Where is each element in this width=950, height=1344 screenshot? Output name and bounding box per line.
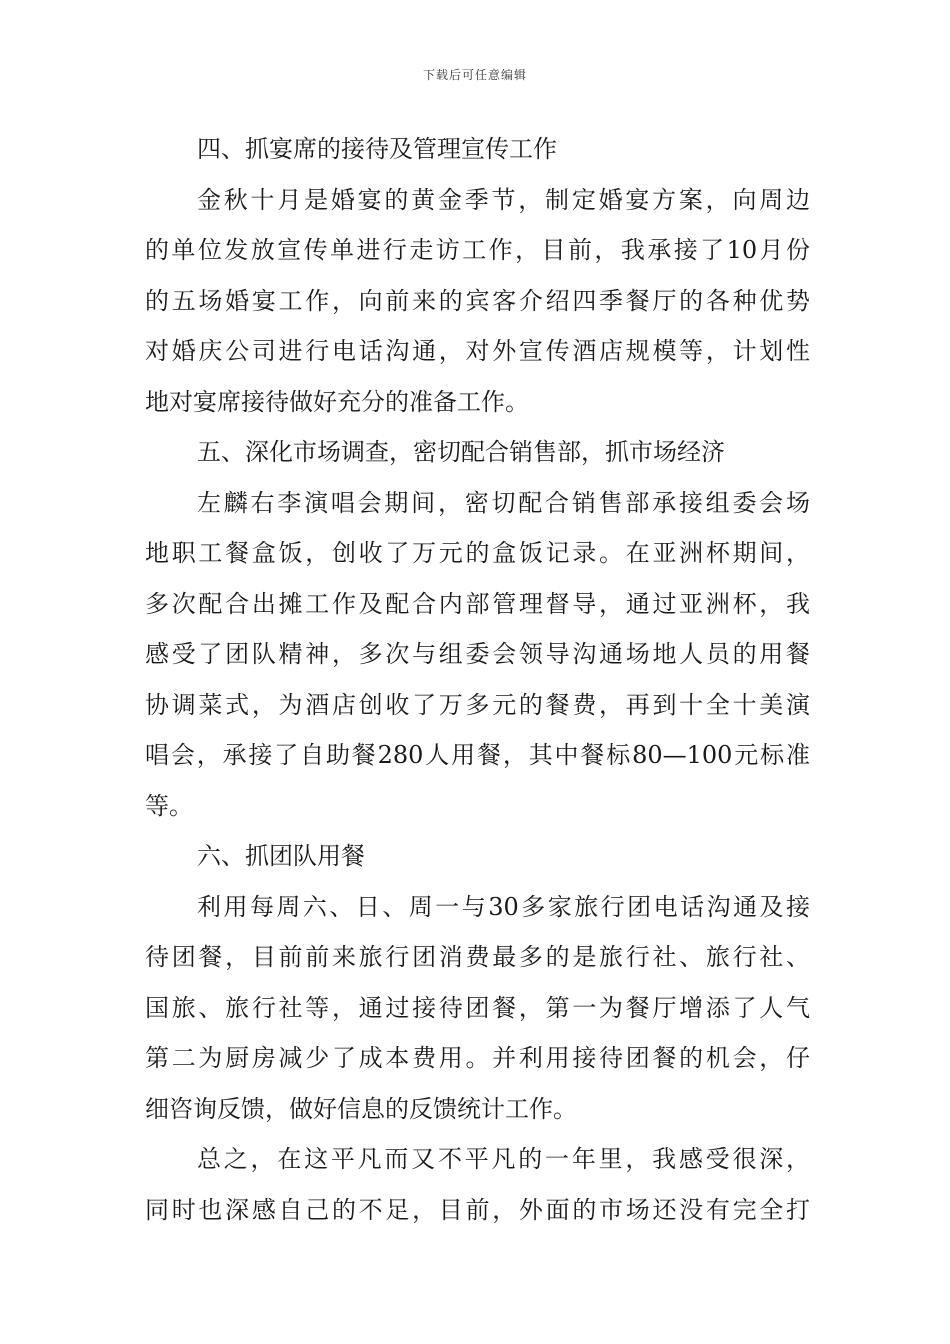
paragraph-line: 唱会，承接了自助餐280人用餐，其中餐标80—100元标准 bbox=[145, 741, 810, 769]
paragraph-line: 的单位发放宣传单进行走访工作，目前，我承接了10月份 bbox=[145, 236, 810, 264]
heading-section-4: 四、抓宴席的接待及管理宣传工作 bbox=[197, 135, 557, 163]
paragraph-line: 左麟右李演唱会期间，密切配合销售部承接组委会场 bbox=[197, 488, 810, 517]
paragraph-line: 第二为厨房减少了成本费用。并利用接待团餐的机会，仔 bbox=[145, 1044, 810, 1072]
paragraph-line: 多次配合出摊工作及配合内部管理督导，通过亚洲杯，我 bbox=[145, 589, 810, 618]
paragraph-line: 利用每周六、日、周一与30多家旅行团电话沟通及接 bbox=[197, 892, 810, 921]
paragraph-line: 感受了团队精神，多次与组委会领导沟通场地人员的用餐 bbox=[145, 640, 810, 668]
document-body bbox=[145, 124, 810, 1235]
paragraph-line: 地职工餐盒饭，创收了万元的盒饭记录。在亚洲杯期间， bbox=[145, 539, 810, 567]
paragraph-line: 金秋十月是婚宴的黄金季节，制定婚宴方案，向周边 bbox=[197, 185, 810, 214]
paragraph-line: 细咨询反馈，做好信息的反馈统计工作。 bbox=[145, 1094, 577, 1123]
heading-section-6: 六、抓团队用餐 bbox=[197, 842, 365, 870]
paragraph-line: 对婚庆公司进行电话沟通，对外宣传酒店规模等，计划性 bbox=[145, 337, 810, 365]
paragraph-line: 总之，在这平凡而又不平凡的一年里，我感受很深， bbox=[197, 1145, 810, 1173]
paragraph-line: 等。 bbox=[145, 791, 193, 820]
page-header-note: 下载后可任意编辑 bbox=[422, 68, 527, 82]
paragraph-line: 国旅、旅行社等，通过接待团餐，第一为餐厅增添了人气 bbox=[145, 993, 810, 1022]
paragraph-line: 协调菜式，为酒店创收了万多元的餐费，再到十全十美演 bbox=[145, 690, 810, 719]
paragraph-line: 地对宴席接待做好充分的准备工作。 bbox=[145, 387, 529, 416]
paragraph-line: 的五场婚宴工作，向前来的宾客介绍四季餐厅的各种优势 bbox=[145, 286, 810, 315]
heading-section-5: 五、深化市场调查，密切配合销售部，抓市场经济 bbox=[197, 438, 725, 466]
paragraph-line: 待团餐，目前前来旅行团消费最多的是旅行社、旅行社、 bbox=[145, 943, 810, 971]
paragraph-line: 同时也深感自己的不足，目前，外面的市场还没有完全打 bbox=[145, 1195, 810, 1224]
